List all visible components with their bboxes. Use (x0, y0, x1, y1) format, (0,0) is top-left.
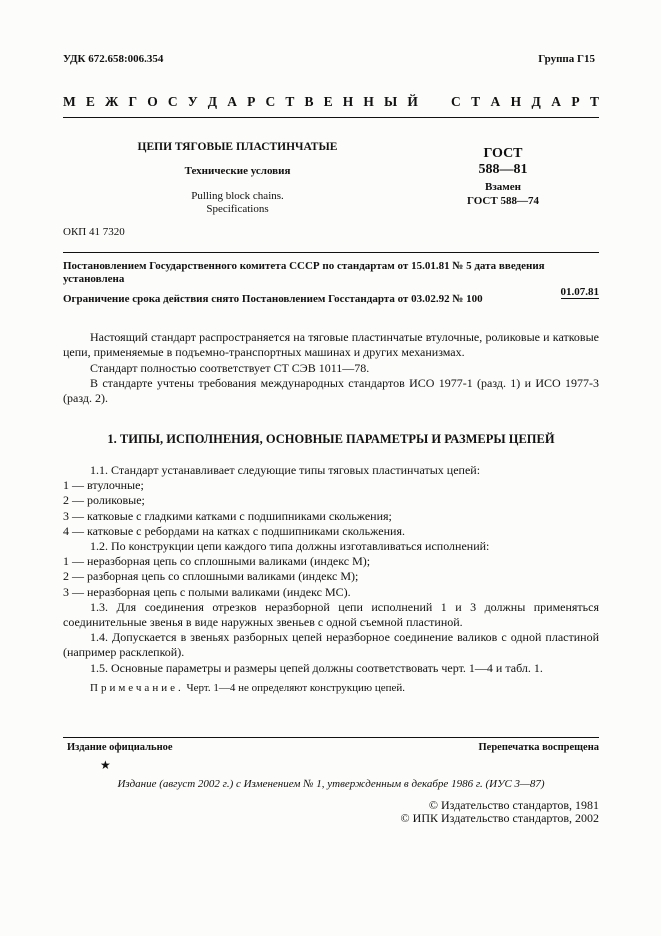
chain-type-3: 3 — катковые с гладкими катками с подшипниками скольжения; (63, 508, 392, 523)
section-heading: 1. ТИПЫ, ИСПОЛНЕНИЯ, ОСНОВНЫЕ ПАРАМЕТРЫ И РАЗМЕРЫ ЦЕПЕЙ (107, 432, 555, 446)
english-title-line1: Pulling block chains. (191, 190, 284, 202)
gost-number: 588—81 (478, 162, 528, 177)
banner-letter: Т (589, 94, 599, 109)
banner-letter: С (265, 94, 276, 109)
effective-date: 01.07.81 (560, 286, 599, 298)
banner-letter: В (304, 94, 314, 109)
banner-letter: Н (363, 94, 374, 109)
publication-info: Издание (август 2002 г.) с Изменением № 1, утвержденным в декабре 1986 г. (ИУС 3—87) (117, 778, 545, 790)
banner-letter: Е (323, 94, 333, 109)
footer-rule (63, 737, 599, 738)
gost-number-block (448, 146, 558, 178)
banner-letter: Д (531, 94, 541, 109)
official-edition: Издание официальное (67, 742, 173, 753)
copyright-2002: © ИПК Издательство стандартов, 2002 (400, 811, 599, 825)
replace-label: Взамен (485, 181, 521, 193)
banner-letter: Н (510, 94, 522, 109)
intro-paragraph-2: Стандарт полностью соответствует СТ СЭВ 1011—78. (90, 361, 370, 375)
note-label: Примечание. (90, 682, 184, 694)
udk-code: УДК 672.658:006.354 (63, 53, 164, 65)
document-subtitle: Технические условия (184, 165, 291, 177)
banner-letter: Т (285, 94, 295, 109)
banner-letter: У (187, 94, 198, 109)
reprint-prohibited: Перепечатка воспрещена (478, 742, 599, 753)
banner-letter: С (167, 94, 178, 109)
design-variant-3: 3 — неразборная цепь с полыми валиками (индекс МС). (63, 584, 351, 599)
intro-paragraph-3: В стандарте учтены требования международных стандартов ИСО 1977-1 (разд. 1) и ИСО 1977-3 (разд. 2). (63, 376, 599, 406)
intro-paragraph-1: Настоящий стандарт распространяется на тяговые пластинчатые втулочные, роликовые и катковые цепи, применяемые в подъемно-транспортных машинах и других механизмах. (63, 330, 599, 360)
banner-letter: Г (128, 94, 138, 109)
banner-letter: А (551, 94, 561, 109)
decree-body: Постановлением Государственного комитета СССР по стандартам от 15.01.81 № 5 дата введения установлена (63, 260, 545, 285)
clause-1-1: 1.1. Стандарт устанавливает следующие типы тяговых пластинчатых цепей: (90, 463, 481, 477)
section-body (63, 463, 599, 676)
chain-type-2: 2 — роликовые; (63, 493, 145, 508)
clause-1-4: 1.4. Допускается в звеньях разборных цепей неразборное соединение валиков с одной пластиной (например расклепкой). (63, 630, 599, 660)
okp-code: ОКП 41 7320 (63, 226, 125, 238)
banner-rule (63, 117, 599, 118)
banner-word-interstate (63, 94, 418, 110)
banner-letter: М (63, 94, 76, 109)
chain-type-4: 4 — катковые с ребордами на катках с подшипниками скольжения. (63, 523, 405, 538)
banner-letter: А (227, 94, 237, 109)
banner-letter: Ы (384, 94, 398, 109)
banner-letter: Р (571, 94, 580, 109)
group-code: Группа Г15 (538, 53, 595, 65)
banner-letter: Д (207, 94, 218, 109)
english-title-line2: Specifications (206, 203, 269, 215)
banner-letter: Р (247, 94, 256, 109)
document-title: ЦЕПИ ТЯГОВЫЕ ПЛАСТИНЧАТЫЕ (137, 141, 338, 153)
clause-1-2: 1.2. По конструкции цепи каждого типа должны изготавливаться исполнений: (90, 539, 490, 554)
banner-letter: Н (342, 94, 354, 109)
star-icon: ★ (100, 758, 111, 772)
design-variant-1: 1 — неразборная цепь со сплошными валиками (индекс М); (63, 554, 371, 569)
clause-1-3: 1.3. Для соединения отрезков неразборной цепи исполнений 1 и 3 должны применяться соединительные звенья в виде наружных звеньев с одной съемной пластиной. (63, 599, 599, 630)
note-text: Черт. 1—4 не определяют конструкцию цепей. (186, 682, 406, 694)
clause-1-5: 1.5. Основные параметры и размеры цепей должны соответствовать черт. 1—4 и табл. 1. (90, 660, 543, 675)
design-variant-2: 2 — разборная цепь со сплошными валиками (индекс М); (63, 569, 359, 584)
english-title (130, 190, 345, 216)
banner-letter: А (490, 94, 501, 109)
replace-number: ГОСТ 588—74 (467, 195, 539, 207)
decree-rule (63, 252, 599, 253)
banner-letter: С (451, 94, 461, 109)
copyright-1981: © Издательство стандартов, 1981 (428, 798, 599, 812)
banner-letter: Т (471, 94, 481, 109)
chain-type-1: 1 — втулочные; (63, 478, 144, 493)
banner-letter: Е (85, 94, 95, 109)
banner-word-standard (451, 94, 599, 110)
banner-letter: Ж (105, 94, 119, 109)
banner-letter: Й (407, 94, 418, 109)
note (90, 682, 405, 694)
banner-letter: О (147, 94, 158, 109)
standard-banner (63, 94, 599, 110)
replaces-block (448, 180, 558, 208)
limitation-note: Ограничение срока действия снято Постановлением Госстандарта от 03.02.92 № 100 (63, 293, 483, 305)
gost-label: ГОСТ (483, 146, 523, 161)
